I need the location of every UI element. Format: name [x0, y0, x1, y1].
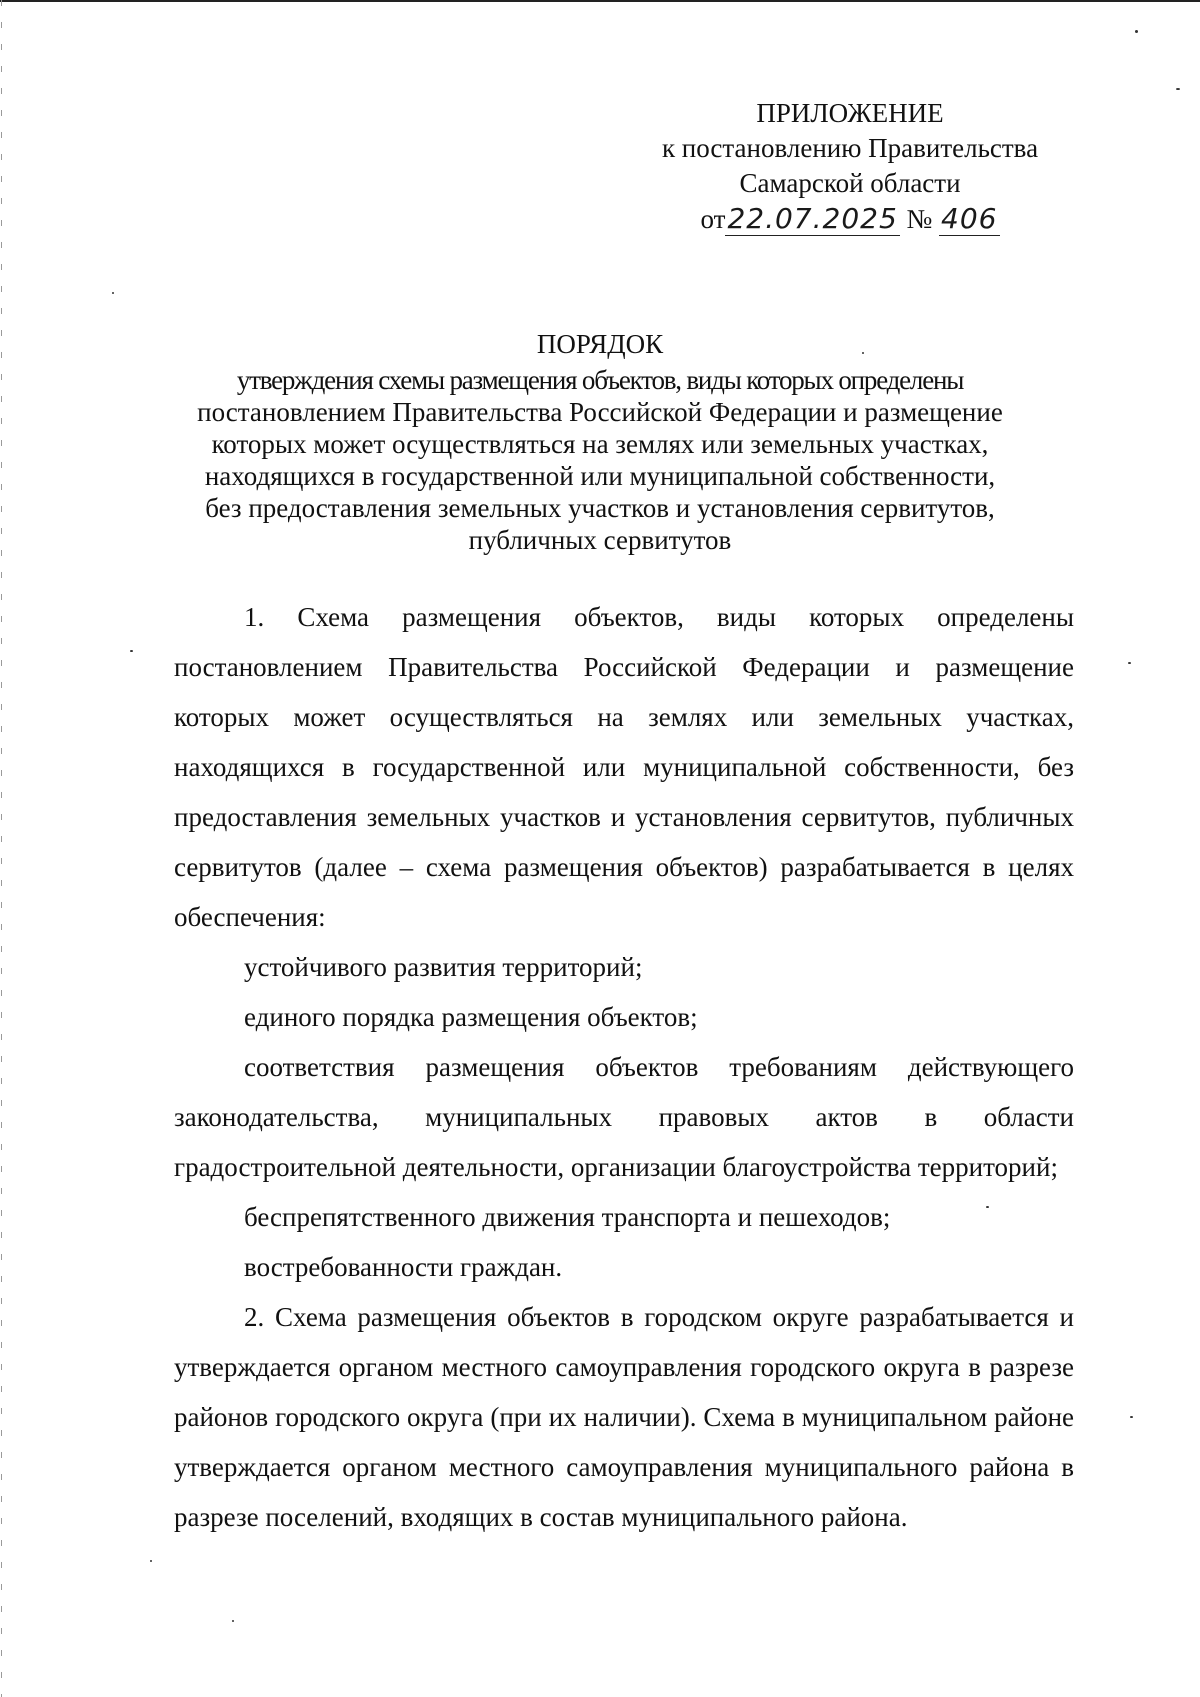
scan-speck [986, 1206, 989, 1208]
document-title: ПОРЯДОК [536, 329, 664, 359]
number-prefix: № [906, 204, 933, 234]
scan-speck [1176, 88, 1180, 90]
list-item: беспрепятственного движения транспорта и пешеходов; [244, 1202, 891, 1232]
list-item: единого порядка размещения объектов; [244, 1002, 698, 1032]
paragraph-2: 2. Схема размещения объектов в городском округе разрабатывается и утверждается органом местного самоуправления городского округа в разрезе районов городского округа (при их наличии). Схема в муниципальном районе утверждается органом местного самоуправления муниципального района в разрезе поселений, входящих в состав муниципального района. [174, 1302, 1074, 1532]
appendix-line-2: к постановлению Правительства [661, 133, 1039, 163]
scan-speck [862, 352, 864, 354]
subtitle-line: которых может осуществляться на землях или земельных участках, [211, 429, 989, 459]
scan-speck [1135, 30, 1138, 33]
date-prefix: от [700, 204, 726, 234]
subtitle-line: публичных сервитутов [468, 525, 732, 555]
date-number-line [620, 201, 1080, 237]
scan-speck [112, 292, 114, 294]
scan-speck [130, 650, 133, 652]
document-body [174, 592, 1074, 1542]
appendix-line-3: Самарской области [739, 168, 961, 198]
appendix-block [620, 96, 1080, 237]
handwritten-date: 22.07.2025 [727, 202, 898, 235]
list-item: востребованности граждан. [244, 1252, 563, 1282]
appendix-title: ПРИЛОЖЕНИЕ [756, 98, 944, 128]
scan-speck [150, 1560, 152, 1562]
scan-left-edge [1, 0, 2, 1697]
document-subtitle [160, 364, 1040, 556]
subtitle-line: без предоставления земельных участков и установления сервитутов, [205, 493, 995, 523]
scan-top-edge [0, 0, 1200, 2]
list-item: устойчивого развития территорий; [244, 952, 643, 982]
scan-speck [232, 1620, 234, 1622]
list-item: соответствия размещения объектов требованиям действующего законодательства, муниципальных правовых актов в области градостроительной деятельности, организации благоустройства территорий; [174, 1052, 1074, 1182]
handwritten-number: 406 [941, 202, 998, 235]
scan-speck [1130, 1416, 1133, 1418]
subtitle-line: утверждения схемы размещения объектов, виды которых определены [236, 365, 964, 395]
subtitle-line: находящихся в государственной или муниципальной собственности, [204, 461, 996, 491]
paragraph-1: 1. Схема размещения объектов, виды которых определены постановлением Правительства Российской Федерации и размещение которых может осуществляться на землях или земельных участках, находящихся в государственной или муниципальной собственности, без предоставления земельных участков и установления сервитутов, публичных сервитутов (далее – схема размещения объектов) разрабатывается в целях обеспечения: [174, 602, 1074, 932]
title-block [160, 328, 1040, 556]
subtitle-line: постановлением Правительства Российской Федерации и размещение [197, 397, 1003, 427]
scan-speck [1128, 662, 1131, 664]
